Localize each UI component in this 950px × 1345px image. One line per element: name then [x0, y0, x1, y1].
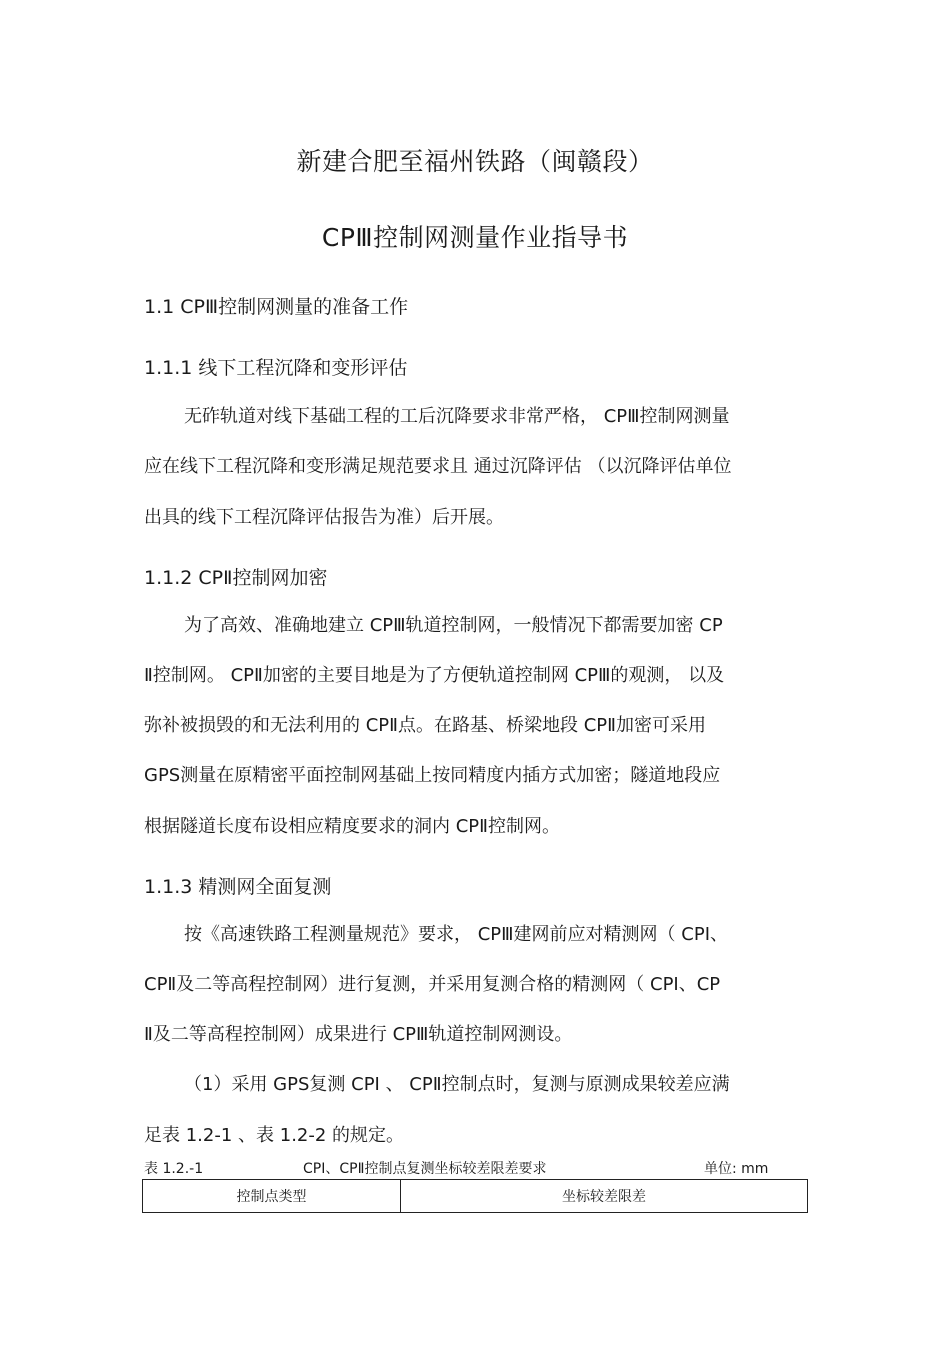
paragraph-line: 为了高效、准确地建立 CPⅢ轨道控制网，一般情况下都需要加密 CP: [184, 615, 723, 636]
table-header-cell: 坐标较差限差: [401, 1180, 808, 1213]
section-1-1-heading: 1.1 CPⅢ控制网测量的准备工作: [144, 296, 409, 318]
paragraph-line: 无砟轨道对线下基础工程的工后沉降要求非常严格， CPⅢ控制网测量: [184, 406, 730, 427]
paragraph-line: 按《高速铁路工程测量规范》要求， CPⅢ建网前应对精测网（ CPⅠ、: [184, 924, 729, 945]
table-header-cell: 控制点类型: [143, 1180, 401, 1213]
section-1-1-3-heading: 1.1.3 精测网全面复测: [144, 876, 332, 898]
table-header-row: [143, 1180, 808, 1213]
tolerance-table: [142, 1179, 808, 1213]
section-1-1-2-heading: 1.1.2 CPⅡ控制网加密: [144, 567, 328, 589]
table-caption: CPⅠ、CPⅡ控制点复测坐标较差限差要求: [303, 1161, 547, 1177]
paragraph-line: （1）采用 GPS复测 CPⅠ 、 CPⅡ控制点时，复测与原测成果较差应满: [184, 1074, 730, 1095]
section-1-1-1-heading: 1.1.1 线下工程沉降和变形评估: [144, 357, 408, 379]
paragraph-line: 出具的线下工程沉降评估报告为准）后开展。: [144, 507, 504, 528]
paragraph-line: Ⅱ控制网。 CPⅡ加密的主要目地是为了方便轨道控制网 CPⅢ的观测， 以及: [144, 665, 725, 686]
paragraph-line: 弥补被损毁的和无法利用的 CPⅡ点。在路基、桥梁地段 CPⅡ加密可采用: [144, 715, 707, 736]
paragraph-line: Ⅱ及二等高程控制网）成果进行 CPⅢ轨道控制网测设。: [144, 1024, 573, 1045]
paragraph-line: 应在线下工程沉降和变形满足规范要求且 通过沉降评估 （以沉降评估单位: [144, 456, 732, 477]
document-title-line1: 新建合肥至福州铁路（闽赣段）: [296, 147, 654, 176]
paragraph-line: GPS测量在原精密平面控制网基础上按同精度内插方式加密；隧道地段应: [144, 765, 721, 786]
document-title-line2: CPⅢ控制网测量作业指导书: [321, 223, 629, 252]
table-number: 表 1.2.-1: [144, 1161, 204, 1177]
table-unit: 单位: mm: [704, 1161, 769, 1177]
paragraph-line: CPⅡ及二等高程控制网）进行复测，并采用复测合格的精测网（ CPⅠ、CP: [144, 974, 721, 995]
paragraph-line: 根据隧道长度布设相应精度要求的洞内 CPⅡ控制网。: [144, 816, 561, 837]
paragraph-line: 足表 1.2-1 、表 1.2-2 的规定。: [144, 1125, 405, 1146]
